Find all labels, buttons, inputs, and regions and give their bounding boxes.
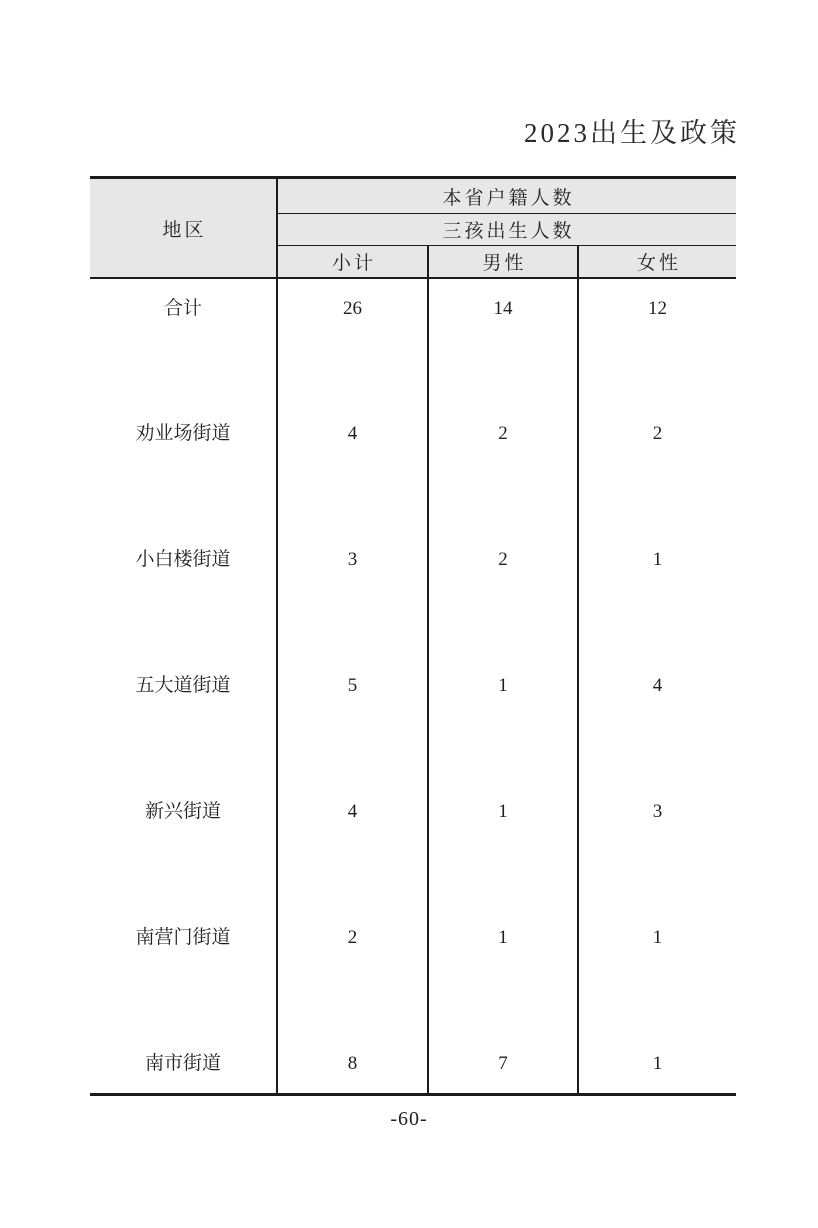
table-row <box>90 404 736 530</box>
subtotal-cell: 26 <box>277 278 428 404</box>
table-row <box>90 1034 736 1094</box>
subtotal-cell: 2 <box>277 908 428 1034</box>
column-header-region: 地区 <box>90 178 277 279</box>
region-cell: 五大道街道 <box>90 656 277 782</box>
table-row <box>90 656 736 782</box>
subtotal-cell: 3 <box>277 530 428 656</box>
male-cell: 1 <box>428 656 578 782</box>
column-header-subgroup: 三孩出生人数 <box>277 214 736 246</box>
table-row <box>90 782 736 908</box>
female-cell: 12 <box>578 278 736 404</box>
male-cell: 1 <box>428 782 578 908</box>
female-cell: 4 <box>578 656 736 782</box>
male-cell: 1 <box>428 908 578 1034</box>
female-cell: 3 <box>578 782 736 908</box>
column-header-female: 女性 <box>578 246 736 279</box>
region-cell: 南市街道 <box>90 1034 277 1094</box>
female-cell: 1 <box>578 908 736 1034</box>
subtotal-cell: 8 <box>277 1034 428 1094</box>
column-header-male: 男性 <box>428 246 578 279</box>
male-cell: 2 <box>428 404 578 530</box>
male-cell: 7 <box>428 1034 578 1094</box>
page-number: -60- <box>390 1108 428 1130</box>
page-title: 2023出生及政策 <box>524 118 740 148</box>
female-cell: 1 <box>578 1034 736 1094</box>
subtotal-cell: 4 <box>277 782 428 908</box>
female-cell: 2 <box>578 404 736 530</box>
table-body <box>90 278 736 1094</box>
table-row <box>90 530 736 656</box>
subtotal-cell: 5 <box>277 656 428 782</box>
male-cell: 14 <box>428 278 578 404</box>
column-header-subtotal: 小计 <box>277 246 428 279</box>
region-cell: 新兴街道 <box>90 782 277 908</box>
table-row <box>90 908 736 1034</box>
birth-statistics-table <box>90 176 736 1096</box>
region-cell: 小白楼街道 <box>90 530 277 656</box>
female-cell: 1 <box>578 530 736 656</box>
table-header <box>90 178 736 279</box>
male-cell: 2 <box>428 530 578 656</box>
region-cell: 劝业场街道 <box>90 404 277 530</box>
subtotal-cell: 4 <box>277 404 428 530</box>
region-cell: 南营门街道 <box>90 908 277 1034</box>
table-row <box>90 278 736 404</box>
region-cell: 合计 <box>90 278 277 404</box>
column-header-group: 本省户籍人数 <box>277 178 736 214</box>
